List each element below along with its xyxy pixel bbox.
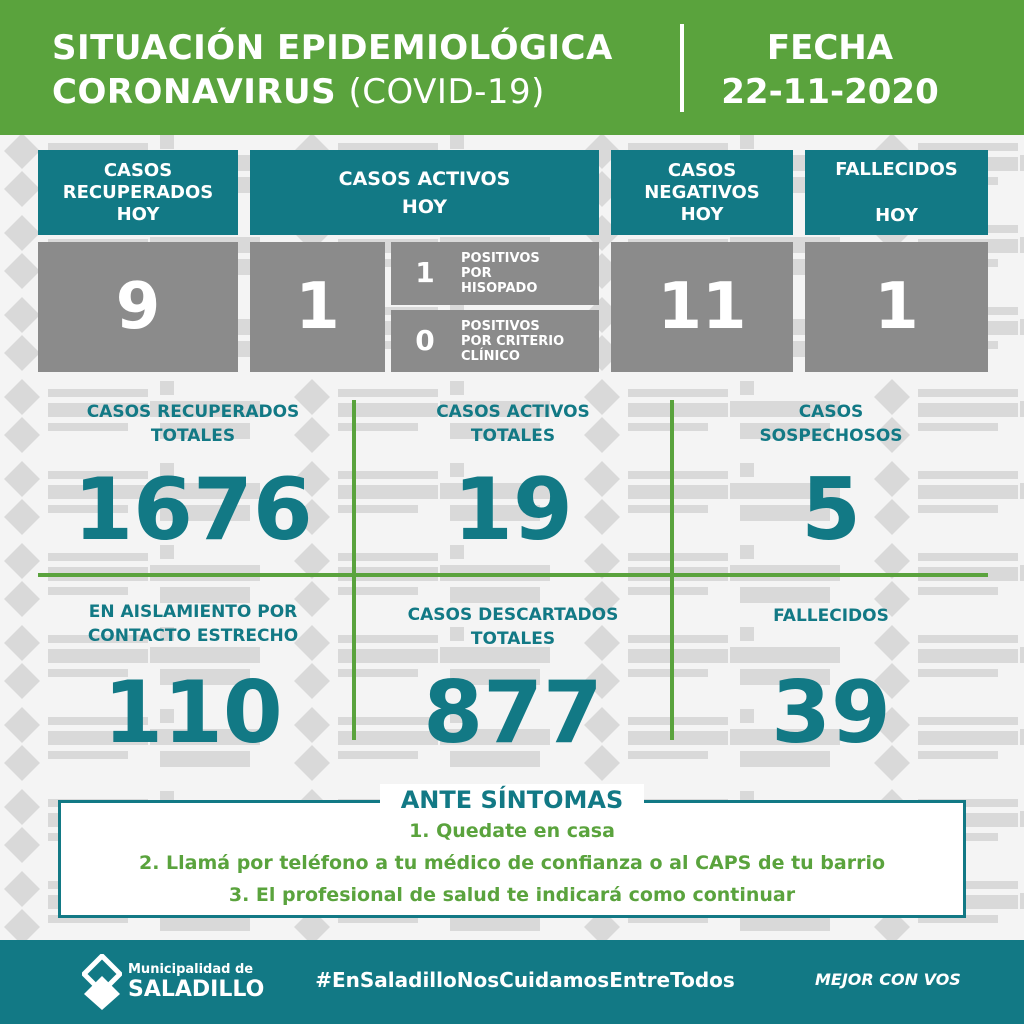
negativos-hoy-label-box [611, 150, 793, 235]
title-coronavirus: CORONAVIRUS [52, 72, 337, 112]
header-divider [680, 24, 684, 112]
label-text: CASOS [798, 402, 864, 422]
label-text: RECUPERADOS [62, 181, 214, 203]
label-text: TOTALES [470, 426, 556, 446]
symptoms-title: ANTE SÍNTOMAS [380, 784, 644, 816]
fallecidos-hoy-label-box [805, 150, 988, 235]
hisopado-box [391, 242, 599, 305]
hisopado-label [461, 251, 540, 296]
label-text: CASOS ACTIVOS [436, 402, 590, 422]
label-text: TOTALES [150, 426, 236, 446]
footer-slogan: MEJOR CON VOS [815, 970, 961, 989]
title-covid: (COVID-19) [348, 72, 545, 112]
aislamiento-label [38, 600, 348, 648]
label-text: FALLECIDOS [773, 606, 889, 626]
label-text: CASOS [103, 159, 173, 181]
recuperados-totales-label [38, 400, 348, 448]
date-value: 22-11-2020 [721, 72, 939, 112]
grid-divider-horizontal [38, 573, 988, 577]
label-text: HOY [401, 195, 448, 218]
fallecidos-hoy-value: 1 [874, 270, 919, 344]
date-block [700, 26, 960, 114]
label-text: POSITIVOS [461, 319, 540, 334]
activos-hoy-value-box [250, 242, 385, 372]
label-text: HOY [116, 203, 160, 225]
label-text: EN AISLAMIENTO POR [88, 602, 298, 622]
criterio-clinico-value: 0 [415, 324, 435, 357]
label-text: CLÍNICO [461, 349, 520, 364]
title-line-1: SITUACIÓN EPIDEMIOLÓGICA [52, 28, 613, 68]
fallecidos-hoy-value-box [805, 242, 988, 372]
label-text: HOY [875, 204, 918, 226]
descartados-label [356, 603, 670, 651]
header-banner [0, 0, 1024, 135]
label-text: HOY [680, 203, 724, 225]
descartados-value: 877 [423, 663, 603, 763]
label-text: CASOS ACTIVOS [338, 167, 511, 190]
activos-totales-label [356, 400, 670, 448]
label-text: POR CRITERIO [461, 334, 565, 349]
label-text: POR [461, 266, 492, 281]
label-text: CASOS [667, 159, 737, 181]
saladillo-logo-icon [82, 954, 122, 1012]
label-text: SOSPECHOSOS [759, 426, 903, 446]
criterio-clinico-label [461, 319, 564, 364]
recuperados-hoy-label-box [38, 150, 238, 235]
date-label: FECHA [766, 28, 894, 68]
recuperados-totales-value: 1676 [73, 460, 313, 560]
aislamiento-value: 110 [103, 663, 283, 763]
fallecidos-totales-label [674, 604, 988, 628]
report-title [52, 26, 613, 114]
label-text: CASOS RECUPERADOS [86, 402, 300, 422]
label-text: CASOS DESCARTADOS [407, 605, 619, 625]
footer-bar [0, 940, 1024, 1024]
recuperados-hoy-value-box [38, 242, 238, 372]
activos-hoy-label-box [250, 150, 599, 235]
criterio-clinico-box [391, 310, 599, 372]
label-text: NEGATIVOS [644, 181, 760, 203]
hisopado-value: 1 [415, 256, 435, 289]
recuperados-hoy-value: 9 [115, 270, 161, 344]
footer-hashtag: #EnSaladilloNosCuidamosEntreTodos [315, 968, 735, 992]
symptom-step-1: 1. Quedate en casa [409, 820, 615, 842]
activos-hoy-value: 1 [295, 270, 340, 344]
label-text: FALLECIDOS [835, 158, 958, 180]
label-text: CONTACTO ESTRECHO [87, 626, 299, 646]
footer-logo [128, 962, 264, 1002]
fallecidos-totales-value: 39 [771, 663, 891, 763]
sospechosos-label [674, 400, 988, 448]
negativos-hoy-value-box [611, 242, 793, 372]
label-text: POSITIVOS [461, 251, 540, 266]
sospechosos-value: 5 [801, 460, 861, 560]
logo-title: SALADILLO [128, 977, 265, 1002]
negativos-hoy-value: 11 [657, 270, 747, 344]
label-text: TOTALES [470, 629, 556, 649]
symptom-step-3: 3. El profesional de salud te indicará como continuar [228, 884, 796, 906]
activos-totales-value: 19 [453, 460, 573, 560]
label-text: HISOPADO [461, 281, 538, 296]
logo-subtitle: Municipalidad de [128, 962, 254, 977]
symptom-step-2: 2. Llamá por teléfono a tu médico de confianza o al CAPS de tu barrio [138, 852, 886, 874]
